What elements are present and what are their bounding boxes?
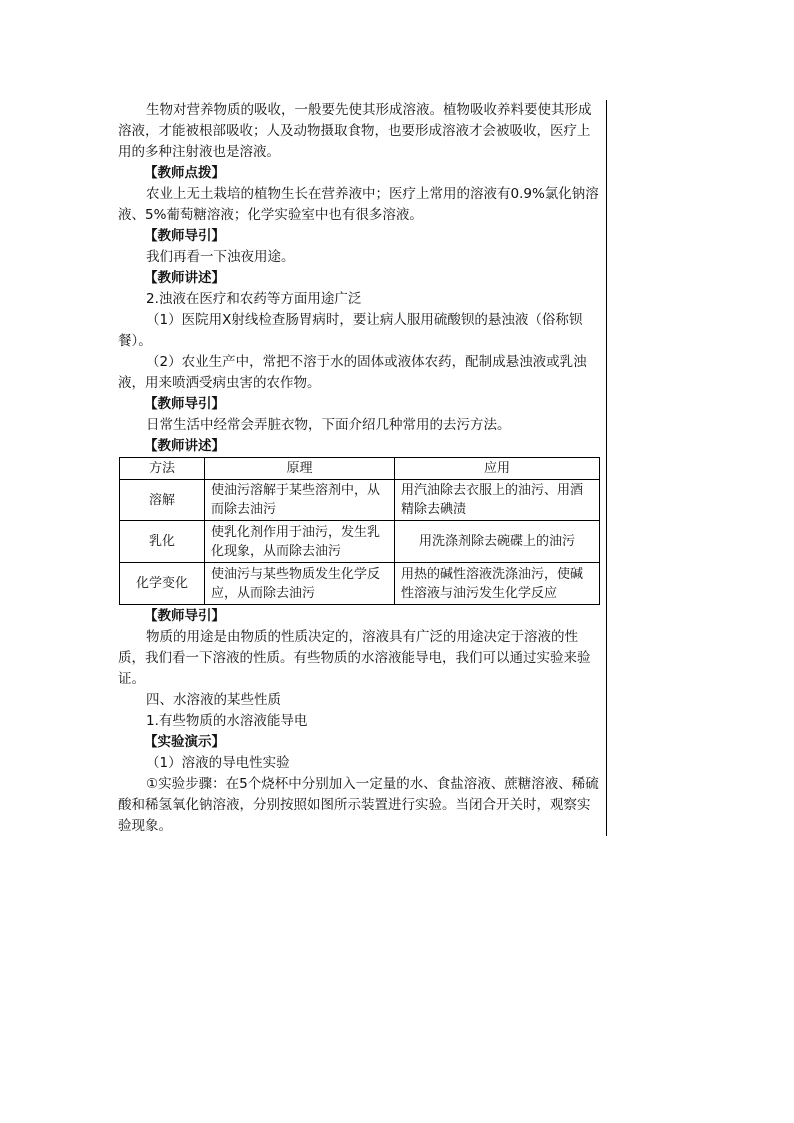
paragraph-stain-removal: 日常生活中经常会弄脏衣物，下面介绍几种常用的去污方法。	[146, 417, 511, 433]
paragraph-nutrient-absorption: 生物对营养物质的吸收，一般要先使其形成溶液。植物吸收养料要使其形成溶液，才能被根部吸收；人及动物摄取食物，也要形成溶液才会被吸收，医疗上用的多种注射液也是溶液。	[118, 102, 592, 160]
table-row	[120, 563, 600, 605]
paragraph-agriculture-medical: 农业上无土栽培的植物生长在营养液中；医疗上常用的溶液有0.9%氯化钠溶液、5%葡萄糖溶液；化学实验室中也有很多溶液。	[118, 186, 599, 223]
heading-teacher-lecture-1: 【教师讲述】	[144, 270, 225, 286]
table-row	[120, 521, 600, 563]
table-cell-application: 用洗涤剂除去碗碟上的油污	[395, 521, 600, 563]
heading-teacher-guide-1: 【教师导引】	[144, 228, 225, 244]
table-cell-principle: 使油污溶解于某些溶剂中，从而除去油污	[205, 480, 395, 521]
table-cell-application: 用汽油除去衣服上的油污、用酒精除去碘渍	[395, 480, 600, 521]
table-header-principle: 原理	[205, 458, 395, 480]
right-border-line	[606, 100, 607, 836]
table-cell-method: 化学变化	[120, 563, 205, 605]
document-page	[118, 100, 608, 836]
table-row	[120, 480, 600, 521]
paragraph-suspension-wide-use: 2.浊液在医疗和农药等方面用途广泛	[146, 291, 362, 307]
stain-removal-table	[119, 457, 600, 605]
paragraph-xray-barium: （1）医院用X射线检查肠胃病时，要让病人服用硫酸钡的悬浊液（俗称钡餐）。	[118, 312, 583, 349]
section-title-aqueous-properties: 四、水溶液的某些性质	[146, 692, 281, 708]
paragraph-experiment-steps: ①实验步骤：在5个烧杯中分别加入一定量的水、食盐溶液、蔗糖溶液、稀硫酸和稀氢氧化钠溶液，分别按照如图所示装置进行实验。当闭合开关时，观察实验现象。	[118, 776, 599, 834]
heading-experiment-demo: 【实验演示】	[144, 734, 225, 750]
heading-teacher-lecture-2: 【教师讲述】	[144, 438, 225, 454]
paragraph-conductivity: 1.有些物质的水溶液能导电	[146, 713, 308, 729]
table-cell-application: 用热的碱性溶液洗涤油污，使碱性溶液与油污发生化学反应	[395, 563, 600, 605]
table-header-row	[120, 458, 600, 480]
table-cell-method: 乳化	[120, 521, 205, 563]
table-header-method: 方法	[120, 458, 205, 480]
table-cell-principle: 使乳化剂作用于油污，发生乳化现象，从而除去油污	[205, 521, 395, 563]
heading-teacher-guide-3: 【教师导引】	[144, 608, 225, 624]
table-cell-principle: 使油污与某些物质发生化学反应，从而除去油污	[205, 563, 395, 605]
paragraph-conductivity-experiment: （1）溶液的导电性实验	[146, 755, 290, 771]
paragraph-properties-use: 物质的用途是由物质的性质决定的，溶液具有广泛的用途决定于溶液的性质，我们看一下溶液的性质。有些物质的水溶液能导电，我们可以通过实验来验证。	[118, 629, 591, 687]
heading-teacher-tips: 【教师点拨】	[144, 165, 225, 181]
paragraph-pesticide: （2）农业生产中，常把不溶于水的固体或液体农药，配制成悬浊液或乳浊液，用来喷洒受病虫害的农作物。	[118, 354, 587, 391]
heading-teacher-guide-2: 【教师导引】	[144, 396, 225, 412]
table-header-application: 应用	[395, 458, 600, 480]
table-cell-method: 溶解	[120, 480, 205, 521]
paragraph-suspension-uses: 我们再看一下浊夜用途。	[146, 249, 295, 265]
